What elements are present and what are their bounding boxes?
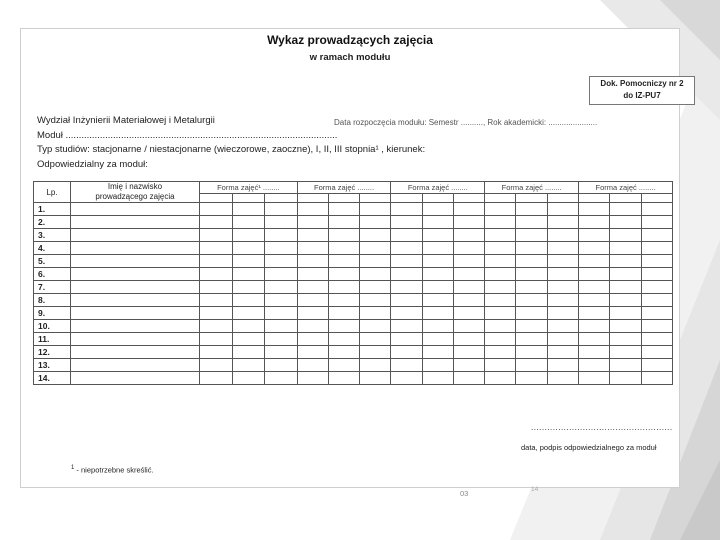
document-reference-box <box>589 76 695 105</box>
hours-cell[interactable] <box>391 346 422 359</box>
hours-cell[interactable] <box>547 216 578 229</box>
hours-cell[interactable] <box>641 320 672 333</box>
hours-cell[interactable] <box>297 255 328 268</box>
hours-cell[interactable] <box>547 333 578 346</box>
signature-line: .................................................... <box>531 423 673 432</box>
subheader-cell <box>422 194 453 203</box>
header-name-line2: prowadzącego zajęcia <box>95 192 175 201</box>
hours-cell[interactable] <box>547 372 578 385</box>
hours-cell[interactable] <box>422 346 453 359</box>
hours-cell[interactable] <box>516 333 547 346</box>
hours-cell[interactable] <box>547 294 578 307</box>
hours-cell[interactable] <box>579 294 610 307</box>
hours-cell[interactable] <box>547 359 578 372</box>
instructor-name-cell[interactable] <box>71 359 200 372</box>
hours-cell[interactable] <box>485 281 516 294</box>
hours-cell[interactable] <box>547 281 578 294</box>
hours-cell[interactable] <box>360 372 391 385</box>
row-number: 9. <box>34 307 71 320</box>
hours-cell[interactable] <box>422 268 453 281</box>
doc-ref-line1: Dok. Pomocniczy nr 2 <box>600 79 684 88</box>
hours-cell[interactable] <box>485 346 516 359</box>
hours-cell[interactable] <box>360 281 391 294</box>
hours-cell[interactable] <box>391 333 422 346</box>
hours-cell[interactable] <box>547 268 578 281</box>
hours-cell[interactable] <box>328 216 359 229</box>
hours-cell[interactable] <box>453 346 484 359</box>
hours-cell[interactable] <box>516 229 547 242</box>
hours-cell[interactable] <box>422 333 453 346</box>
hours-cell[interactable] <box>485 268 516 281</box>
hours-cell[interactable] <box>485 255 516 268</box>
hours-cell[interactable] <box>200 268 233 281</box>
row-number: 8. <box>34 294 71 307</box>
hours-cell[interactable] <box>485 359 516 372</box>
header-name <box>71 182 200 203</box>
hours-cell[interactable] <box>547 346 578 359</box>
hours-cell[interactable] <box>453 372 484 385</box>
hours-cell[interactable] <box>232 281 265 294</box>
hours-cell[interactable] <box>360 346 391 359</box>
instructor-name-cell[interactable] <box>71 333 200 346</box>
hours-cell[interactable] <box>360 359 391 372</box>
hours-cell[interactable] <box>265 203 298 216</box>
hours-cell[interactable] <box>547 203 578 216</box>
hours-cell[interactable] <box>328 255 359 268</box>
hours-cell[interactable] <box>232 359 265 372</box>
hours-cell[interactable] <box>610 372 641 385</box>
hours-cell[interactable] <box>328 268 359 281</box>
row-number: 6. <box>34 268 71 281</box>
hours-cell[interactable] <box>232 242 265 255</box>
hours-cell[interactable] <box>200 242 233 255</box>
hours-cell[interactable] <box>641 268 672 281</box>
hours-cell[interactable] <box>516 242 547 255</box>
hours-cell[interactable] <box>265 372 298 385</box>
hours-cell[interactable] <box>453 333 484 346</box>
subheader-cell <box>391 194 422 203</box>
hours-cell[interactable] <box>328 281 359 294</box>
hours-cell[interactable] <box>328 294 359 307</box>
subheader-cell <box>232 194 265 203</box>
hours-cell[interactable] <box>610 216 641 229</box>
hours-cell[interactable] <box>641 294 672 307</box>
hours-cell[interactable] <box>232 346 265 359</box>
hours-cell[interactable] <box>328 359 359 372</box>
hours-cell[interactable] <box>360 320 391 333</box>
hours-cell[interactable] <box>360 242 391 255</box>
hours-cell[interactable] <box>610 346 641 359</box>
hours-cell[interactable] <box>232 203 265 216</box>
hours-cell[interactable] <box>485 242 516 255</box>
hours-cell[interactable] <box>265 333 298 346</box>
hours-cell[interactable] <box>610 359 641 372</box>
row-number: 12. <box>34 346 71 359</box>
table-row <box>34 346 673 359</box>
document-title: Wykaz prowadzących zajęcia <box>267 33 433 47</box>
subheader-cell <box>297 194 328 203</box>
hours-cell[interactable] <box>641 333 672 346</box>
hours-cell[interactable] <box>453 281 484 294</box>
subheader-cell <box>360 194 391 203</box>
instructor-name-cell[interactable] <box>71 229 200 242</box>
hours-cell[interactable] <box>391 216 422 229</box>
table-row <box>34 216 673 229</box>
hours-cell[interactable] <box>579 320 610 333</box>
table-row <box>34 255 673 268</box>
hours-cell[interactable] <box>453 216 484 229</box>
faculty-line: Wydział Inżynierii Materiałowej i Metalurgii <box>37 115 215 126</box>
decor-shape <box>680 460 720 540</box>
hours-cell[interactable] <box>485 216 516 229</box>
hours-cell[interactable] <box>360 203 391 216</box>
hours-cell[interactable] <box>579 229 610 242</box>
hours-cell[interactable] <box>516 203 547 216</box>
table-row <box>34 268 673 281</box>
hours-cell[interactable] <box>610 281 641 294</box>
start-date-line: Data rozpoczęcia modułu: Semestr .........., Rok akademicki: ...................... <box>334 118 598 127</box>
hours-cell[interactable] <box>641 359 672 372</box>
subheader-cell <box>641 194 672 203</box>
hours-cell[interactable] <box>610 333 641 346</box>
hours-cell[interactable] <box>641 255 672 268</box>
hours-cell[interactable] <box>328 372 359 385</box>
hours-cell[interactable] <box>200 372 233 385</box>
hours-cell[interactable] <box>265 281 298 294</box>
hours-cell[interactable] <box>232 216 265 229</box>
hours-cell[interactable] <box>641 203 672 216</box>
hours-cell[interactable] <box>200 229 233 242</box>
hours-cell[interactable] <box>232 333 265 346</box>
hours-cell[interactable] <box>391 268 422 281</box>
table-row <box>34 281 673 294</box>
header-name-line1: Imię i nazwisko <box>107 182 163 191</box>
hours-cell[interactable] <box>328 346 359 359</box>
hours-cell[interactable] <box>579 203 610 216</box>
row-number: 1. <box>34 203 71 216</box>
instructor-name-cell[interactable] <box>71 268 200 281</box>
hours-cell[interactable] <box>297 359 328 372</box>
instructor-name-cell[interactable] <box>71 281 200 294</box>
hours-cell[interactable] <box>485 294 516 307</box>
row-number: 3. <box>34 229 71 242</box>
hours-cell[interactable] <box>453 359 484 372</box>
hours-cell[interactable] <box>485 372 516 385</box>
instructor-name-cell[interactable] <box>71 242 200 255</box>
hours-cell[interactable] <box>297 333 328 346</box>
hours-cell[interactable] <box>453 268 484 281</box>
hours-cell[interactable] <box>232 268 265 281</box>
hours-cell[interactable] <box>391 229 422 242</box>
subheader-cell <box>485 194 516 203</box>
hours-cell[interactable] <box>200 307 233 320</box>
hours-cell[interactable] <box>516 216 547 229</box>
hours-cell[interactable] <box>200 281 233 294</box>
hours-cell[interactable] <box>200 346 233 359</box>
table-row <box>34 333 673 346</box>
hours-cell[interactable] <box>328 320 359 333</box>
hours-cell[interactable] <box>297 346 328 359</box>
hours-cell[interactable] <box>422 216 453 229</box>
row-number: 10. <box>34 320 71 333</box>
hours-cell[interactable] <box>641 307 672 320</box>
hours-cell[interactable] <box>297 216 328 229</box>
hours-cell[interactable] <box>265 216 298 229</box>
hours-cell[interactable] <box>453 229 484 242</box>
subheader-cell <box>200 194 233 203</box>
hours-cell[interactable] <box>453 242 484 255</box>
hours-cell[interactable] <box>610 242 641 255</box>
hours-cell[interactable] <box>265 307 298 320</box>
hours-cell[interactable] <box>610 268 641 281</box>
hours-cell[interactable] <box>485 307 516 320</box>
hours-cell[interactable] <box>265 346 298 359</box>
hours-cell[interactable] <box>579 307 610 320</box>
hours-cell[interactable] <box>485 229 516 242</box>
hours-cell[interactable] <box>579 268 610 281</box>
subheader-cell <box>453 194 484 203</box>
hours-cell[interactable] <box>547 242 578 255</box>
hours-cell[interactable] <box>516 359 547 372</box>
document-page <box>20 28 684 488</box>
hours-cell[interactable] <box>579 255 610 268</box>
hours-cell[interactable] <box>391 359 422 372</box>
hours-cell[interactable] <box>516 255 547 268</box>
subheader-cell <box>516 194 547 203</box>
hours-cell[interactable] <box>232 255 265 268</box>
hours-cell[interactable] <box>200 255 233 268</box>
hours-cell[interactable] <box>265 294 298 307</box>
hours-cell[interactable] <box>297 307 328 320</box>
subheader-cell <box>579 194 610 203</box>
hours-cell[interactable] <box>422 203 453 216</box>
signature-label: data, podpis odpowiedzialnego za moduł <box>521 443 657 452</box>
hours-cell[interactable] <box>516 372 547 385</box>
hours-cell[interactable] <box>360 255 391 268</box>
subheader-cell <box>610 194 641 203</box>
instructor-name-cell[interactable] <box>71 346 200 359</box>
hours-cell[interactable] <box>297 242 328 255</box>
hours-cell[interactable] <box>297 229 328 242</box>
instructors-table <box>33 181 673 385</box>
header-form-5: Forma zajęć ........ <box>579 182 673 194</box>
table-row <box>34 229 673 242</box>
row-number: 4. <box>34 242 71 255</box>
table-row <box>34 203 673 216</box>
hours-cell[interactable] <box>547 229 578 242</box>
header-form-3: Forma zajęć ........ <box>391 182 485 194</box>
hours-cell[interactable] <box>297 281 328 294</box>
hours-cell[interactable] <box>360 229 391 242</box>
hours-cell[interactable] <box>232 320 265 333</box>
table-row <box>34 307 673 320</box>
subheader-cell <box>265 194 298 203</box>
hours-cell[interactable] <box>422 372 453 385</box>
hours-cell[interactable] <box>360 268 391 281</box>
hours-cell[interactable] <box>328 242 359 255</box>
footnote-marker: 1 <box>71 465 75 471</box>
hours-cell[interactable] <box>391 320 422 333</box>
hours-cell[interactable] <box>391 294 422 307</box>
hours-cell[interactable] <box>328 203 359 216</box>
table-row <box>34 242 673 255</box>
hours-cell[interactable] <box>453 294 484 307</box>
row-number: 5. <box>34 255 71 268</box>
hours-cell[interactable] <box>391 372 422 385</box>
hours-cell[interactable] <box>485 320 516 333</box>
hours-cell[interactable] <box>641 242 672 255</box>
footnote-text: - niepotrzebne skreślić. <box>74 465 154 475</box>
module-line: Moduł ....................................................................................................... <box>37 130 338 141</box>
hours-cell[interactable] <box>232 307 265 320</box>
hours-cell[interactable] <box>579 372 610 385</box>
hours-cell[interactable] <box>422 229 453 242</box>
hours-cell[interactable] <box>232 372 265 385</box>
footnote <box>71 465 154 475</box>
hours-cell[interactable] <box>641 346 672 359</box>
doc-ref-line2: do IZ-PU7 <box>623 91 661 100</box>
row-number: 7. <box>34 281 71 294</box>
hours-cell[interactable] <box>360 333 391 346</box>
hours-cell[interactable] <box>579 216 610 229</box>
hours-cell[interactable] <box>516 346 547 359</box>
hours-cell[interactable] <box>265 242 298 255</box>
hours-cell[interactable] <box>297 294 328 307</box>
table-row <box>34 359 673 372</box>
instructor-name-cell[interactable] <box>71 320 200 333</box>
table-row <box>34 372 673 385</box>
row-number: 13. <box>34 359 71 372</box>
hours-cell[interactable] <box>360 307 391 320</box>
hours-cell[interactable] <box>422 281 453 294</box>
hours-cell[interactable] <box>485 203 516 216</box>
hours-cell[interactable] <box>422 359 453 372</box>
hours-cell[interactable] <box>391 281 422 294</box>
hours-cell[interactable] <box>232 294 265 307</box>
hours-cell[interactable] <box>200 333 233 346</box>
hours-cell[interactable] <box>610 203 641 216</box>
hours-cell[interactable] <box>422 255 453 268</box>
hours-cell[interactable] <box>579 359 610 372</box>
hours-cell[interactable] <box>579 281 610 294</box>
hours-cell[interactable] <box>297 268 328 281</box>
hours-cell[interactable] <box>391 255 422 268</box>
instructor-name-cell[interactable] <box>71 203 200 216</box>
hours-cell[interactable] <box>453 307 484 320</box>
table-row <box>34 294 673 307</box>
hours-cell[interactable] <box>579 242 610 255</box>
hours-cell[interactable] <box>200 203 233 216</box>
hours-cell[interactable] <box>422 307 453 320</box>
hours-cell[interactable] <box>360 216 391 229</box>
hours-cell[interactable] <box>641 281 672 294</box>
hours-cell[interactable] <box>641 372 672 385</box>
page-number-secondary: 14 <box>531 486 539 493</box>
hours-cell[interactable] <box>516 320 547 333</box>
hours-cell[interactable] <box>328 229 359 242</box>
study-type-line: Typ studiów: stacjonarne / niestacjonarne (wieczorowe, zaoczne), I, II, III stopnia¹ , kierunek: <box>37 144 426 155</box>
hours-cell[interactable] <box>200 216 233 229</box>
hours-cell[interactable] <box>453 320 484 333</box>
table-row <box>34 320 673 333</box>
hours-cell[interactable] <box>265 320 298 333</box>
header-lp: Lp. <box>34 182 71 203</box>
hours-cell[interactable] <box>265 359 298 372</box>
hours-cell[interactable] <box>547 307 578 320</box>
hours-cell[interactable] <box>516 281 547 294</box>
hours-cell[interactable] <box>547 320 578 333</box>
hours-cell[interactable] <box>579 346 610 359</box>
document-subtitle: w ramach modułu <box>309 52 391 63</box>
hours-cell[interactable] <box>265 268 298 281</box>
hours-cell[interactable] <box>200 294 233 307</box>
row-number: 11. <box>34 333 71 346</box>
hours-cell[interactable] <box>391 203 422 216</box>
hours-cell[interactable] <box>328 333 359 346</box>
header-form-2: Forma zajęć ........ <box>297 182 391 194</box>
hours-cell[interactable] <box>297 372 328 385</box>
hours-cell[interactable] <box>200 320 233 333</box>
hours-cell[interactable] <box>391 242 422 255</box>
hours-cell[interactable] <box>579 333 610 346</box>
subheader-cell <box>328 194 359 203</box>
hours-cell[interactable] <box>200 359 233 372</box>
hours-cell[interactable] <box>610 229 641 242</box>
header-form-1: Forma zajęć¹ ........ <box>200 182 298 194</box>
page-number: 03 <box>460 489 469 498</box>
hours-cell[interactable] <box>422 242 453 255</box>
hours-cell[interactable] <box>232 229 265 242</box>
hours-cell[interactable] <box>297 320 328 333</box>
instructor-name-cell[interactable] <box>71 216 200 229</box>
instructor-name-cell[interactable] <box>71 372 200 385</box>
hours-cell[interactable] <box>610 307 641 320</box>
hours-cell[interactable] <box>453 255 484 268</box>
hours-cell[interactable] <box>328 307 359 320</box>
header-form-4: Forma zajęć ........ <box>485 182 579 194</box>
hours-cell[interactable] <box>610 294 641 307</box>
hours-cell[interactable] <box>265 229 298 242</box>
hours-cell[interactable] <box>516 294 547 307</box>
hours-cell[interactable] <box>265 255 298 268</box>
hours-cell[interactable] <box>422 294 453 307</box>
responsible-line: Odpowiedzialny za moduł: <box>37 159 148 170</box>
subheader-cell <box>547 194 578 203</box>
hours-cell[interactable] <box>547 255 578 268</box>
row-number: 14. <box>34 372 71 385</box>
hours-cell[interactable] <box>422 320 453 333</box>
hours-cell[interactable] <box>453 203 484 216</box>
hours-cell[interactable] <box>641 216 672 229</box>
hours-cell[interactable] <box>516 307 547 320</box>
hours-cell[interactable] <box>610 255 641 268</box>
hours-cell[interactable] <box>391 307 422 320</box>
instructor-name-cell[interactable] <box>71 255 200 268</box>
hours-cell[interactable] <box>610 320 641 333</box>
hours-cell[interactable] <box>297 203 328 216</box>
row-number: 2. <box>34 216 71 229</box>
hours-cell[interactable] <box>516 268 547 281</box>
instructor-name-cell[interactable] <box>71 307 200 320</box>
hours-cell[interactable] <box>485 333 516 346</box>
hours-cell[interactable] <box>360 294 391 307</box>
instructor-name-cell[interactable] <box>71 294 200 307</box>
hours-cell[interactable] <box>641 229 672 242</box>
